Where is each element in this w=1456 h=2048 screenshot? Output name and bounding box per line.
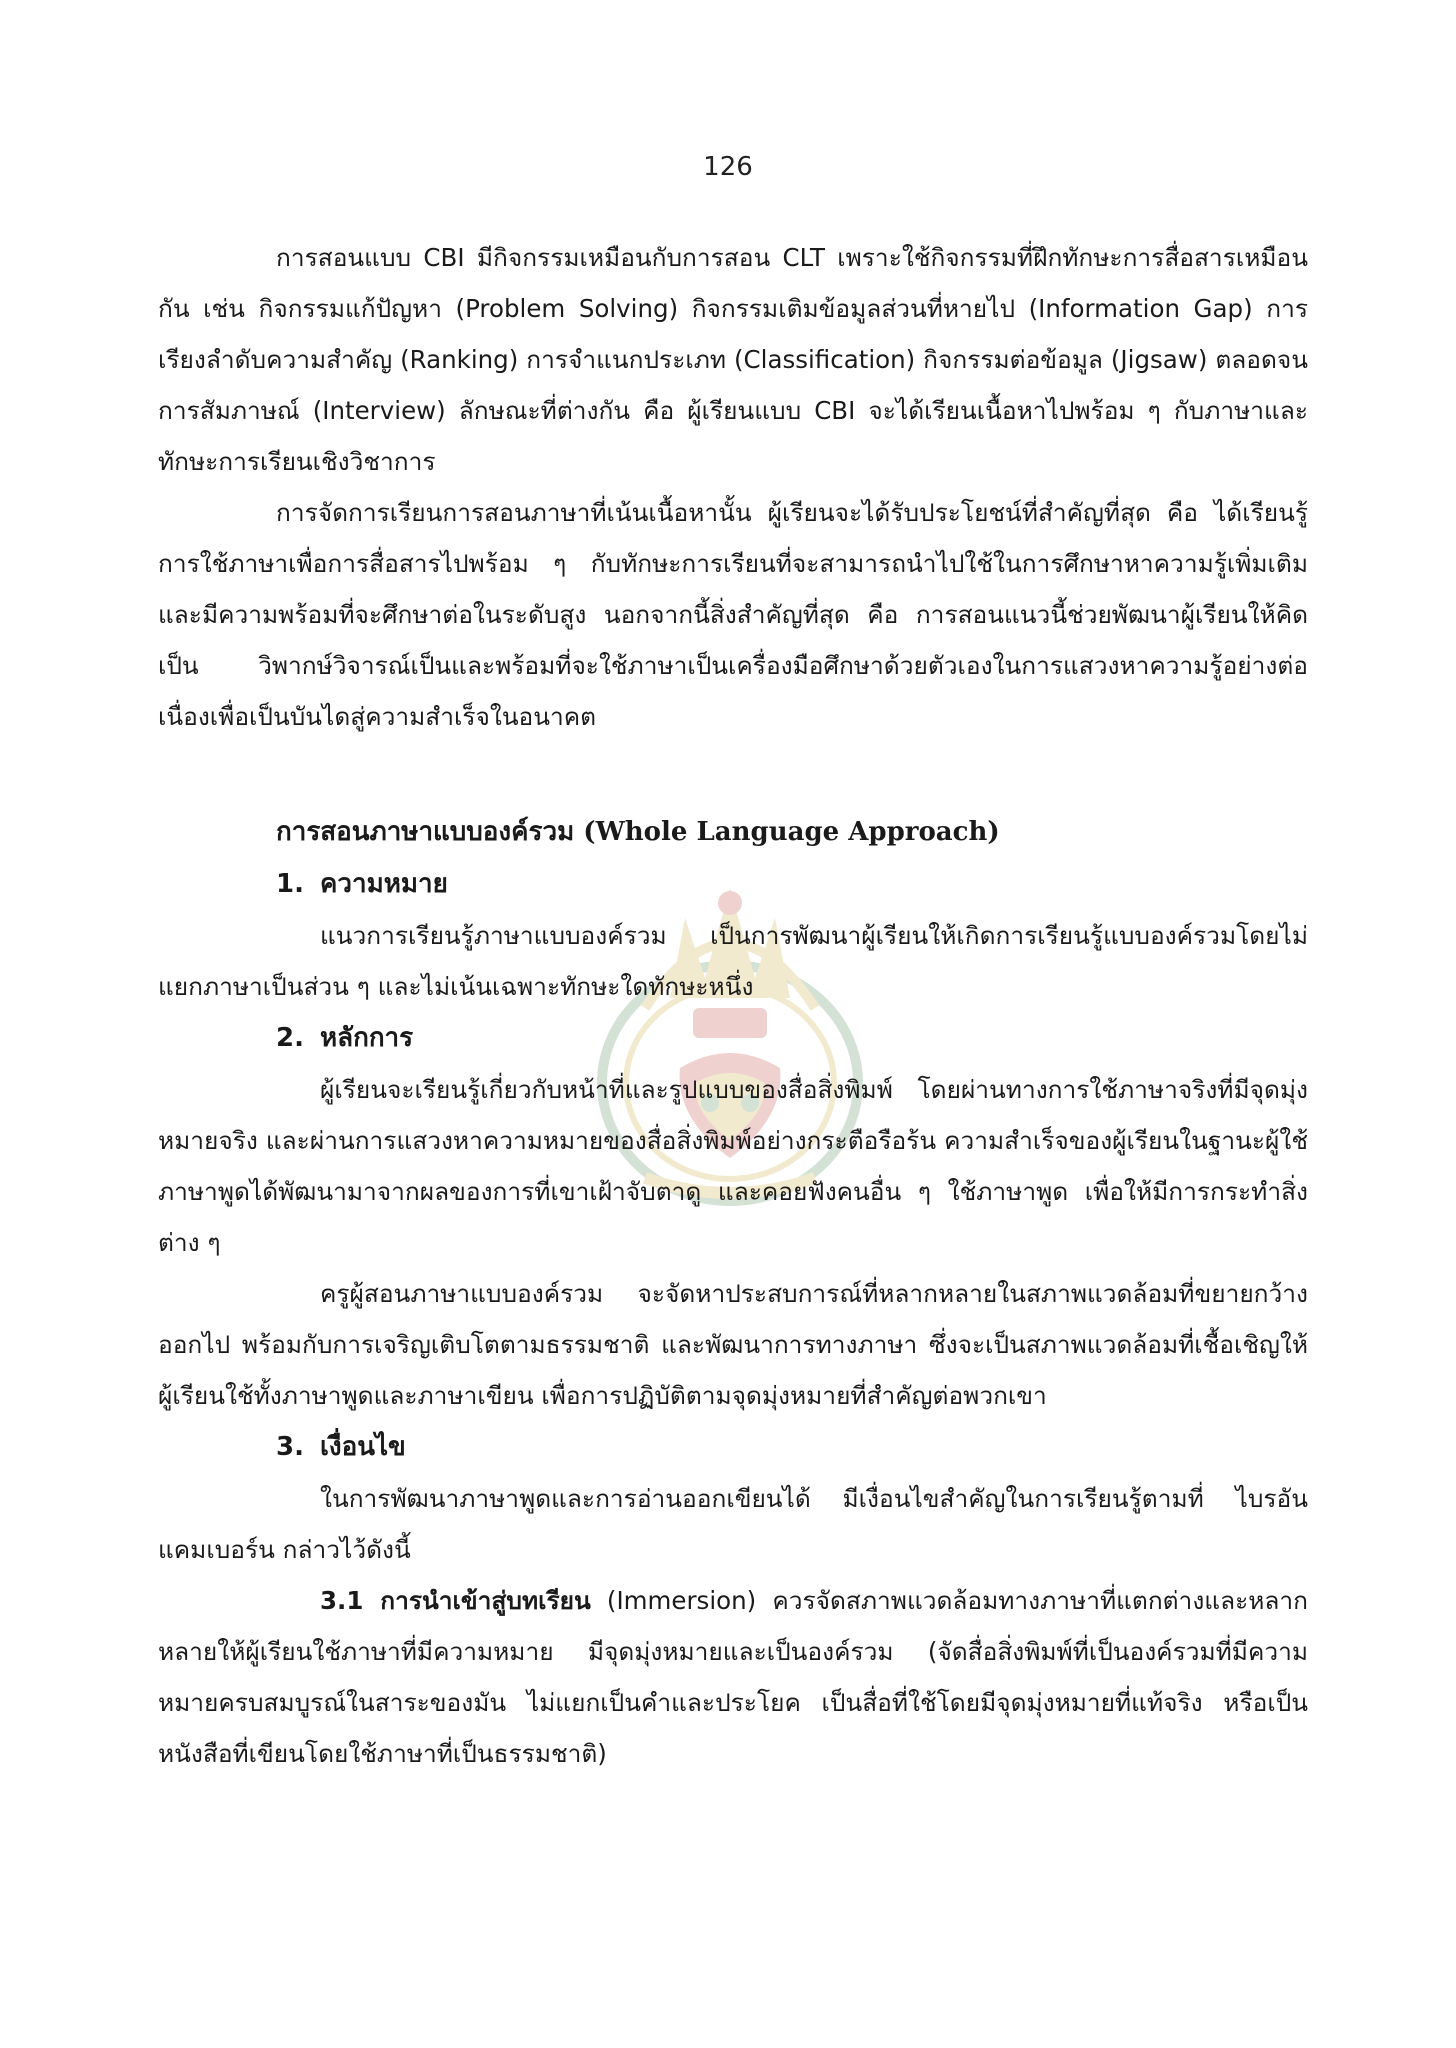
subsection-title: เงื่อนไข	[320, 1432, 406, 1462]
subsection-number: 1.	[276, 869, 304, 899]
subsection-heading-meaning	[158, 858, 1308, 910]
subsection-heading-principles	[158, 1012, 1308, 1064]
paragraph-meaning: แนวการเรียนรู้ภาษาแบบองค์รวม เป็นการพัฒนาผู้เรียนให้เกิดการเรียนรู้แบบองค์รวมโดยไม่แยกภาษาเป็นส่วน ๆ และไม่เน้นเฉพาะทักษะใดทักษะหนึ่ง	[158, 921, 1308, 1001]
paragraph-principles-2: ครูผู้สอนภาษาแบบองค์รวม จะจัดหาประสบการณ์ที่หลากหลายในสภาพแวดล้อมที่ขยายกว้างออกไป พร้อมกับการเจริญเติบโตตามธรรมชาติ และพัฒนาการทางภาษา ซึ่งจะเป็นสภาพแวดล้อมที่เชื้อเชิญให้ผู้เรียนใช้ทั้งภาษาพูดและภาษาเขียน เพื่อการปฏิบัติตามจุดมุ่งหมายที่สำคัญต่อพวกเขา	[158, 1279, 1308, 1410]
paragraph-cbi-activities: การสอนแบบ CBI มีกิจกรรมเหมือนกับการสอน CLT เพราะใช้กิจกรรมที่ฝึกทักษะการสื่อสารเหมือนกัน เช่น กิจกรรมแก้ปัญหา (Problem Solving) กิจกรรมเติมข้อมูลส่วนที่หายไป (Information Gap) การเรียงลำดับความสำคัญ (Ranking) การจำแนกประเภท (Classification) กิจกรรมต่อข้อมูล (Jigsaw) ตลอดจนการสัมภาษณ์ (Interview) ลักษณะที่ต่างกัน คือ ผู้เรียนแบบ CBI จะได้เรียนเนื้อหาไปพร้อม ๆ กับภาษาและทักษะการเรียนเชิงวิชาการ	[158, 243, 1308, 476]
immersion-text: (Immersion) ควรจัดสภาพแวดล้อมทางภาษาที่แตกต่างและหลากหลายให้ผู้เรียนใช้ภาษาที่มีความหมาย มีจุดมุ่งหมายและเป็นองค์รวม (จัดสื่อสิ่งพิมพ์ที่เป็นองค์รวมที่มีความหมายครบสมบูรณ์ในสาระของมัน ไม่แยกเป็นคำและประโยค เป็นสื่อที่ใช้โดยมีจุดมุ่งหมายที่แท้จริง หรือเป็นหนังสือที่เขียนโดยใช้ภาษาที่เป็นธรรมชาติ)	[158, 1586, 1308, 1768]
page-number: 126	[703, 152, 753, 182]
subsection-title: หลักการ	[320, 1023, 414, 1053]
body-text	[158, 232, 1308, 1779]
subsection-title: ความหมาย	[320, 869, 448, 899]
paragraph-immersion	[158, 1575, 1308, 1779]
immersion-lead: 3.1 การนำเข้าสู่บทเรียน	[320, 1586, 591, 1615]
subsection-number: 3.	[276, 1432, 304, 1462]
paragraph-principles-1: ผู้เรียนจะเรียนรู้เกี่ยวกับหน้าที่และรูปแบบของสื่อสิ่งพิมพ์ โดยผ่านทางการใช้ภาษาจริงที่มีจุดมุ่งหมายจริง และผ่านการแสวงหาความหมายของสื่อสิ่งพิมพ์อย่างกระตือรือร้น ความสำเร็จของผู้เรียนในฐานะผู้ใช้ภาษาพูดได้พัฒนามาจากผลของการที่เขาเฝ้าจับตาดู และคอยฟังคนอื่น ๆ ใช้ภาษาพูด เพื่อให้มีการกระทำสิ่งต่าง ๆ	[158, 1075, 1308, 1257]
subsection-heading-conditions	[158, 1421, 1308, 1473]
section-title: การสอนภาษาแบบองค์รวม (Whole Language Approach)	[276, 817, 1000, 847]
subsection-number: 2.	[276, 1023, 304, 1053]
paragraph-content-benefits: การจัดการเรียนการสอนภาษาที่เน้นเนื้อหานั้น ผู้เรียนจะได้รับประโยชน์ที่สำคัญที่สุด คือ ได้เรียนรู้การใช้ภาษาเพื่อการสื่อสารไปพร้อม ๆ กับทักษะการเรียนที่จะสามารถนำไปใช้ในการศึกษาหาความรู้เพิ่มเติม และมีความพร้อมที่จะศึกษาต่อในระดับสูง นอกจากนี้สิ่งสำคัญที่สุด คือ การสอนแนวนี้ช่วยพัฒนาผู้เรียนให้คิดเป็น วิพากษ์วิจารณ์เป็นและพร้อมที่จะใช้ภาษาเป็นเครื่องมือศึกษาด้วยตัวเองในการแสวงหาความรู้อย่างต่อเนื่องเพื่อเป็นบันไดสู่ความสำเร็จในอนาคต	[158, 498, 1308, 731]
paragraph-conditions: ในการพัฒนาภาษาพูดและการอ่านออกเขียนได้ มีเงื่อนไขสำคัญในการเรียนรู้ตามที่ ไบรอัน แคมเบอร์น กล่าวไว้ดังนี้	[158, 1484, 1308, 1564]
